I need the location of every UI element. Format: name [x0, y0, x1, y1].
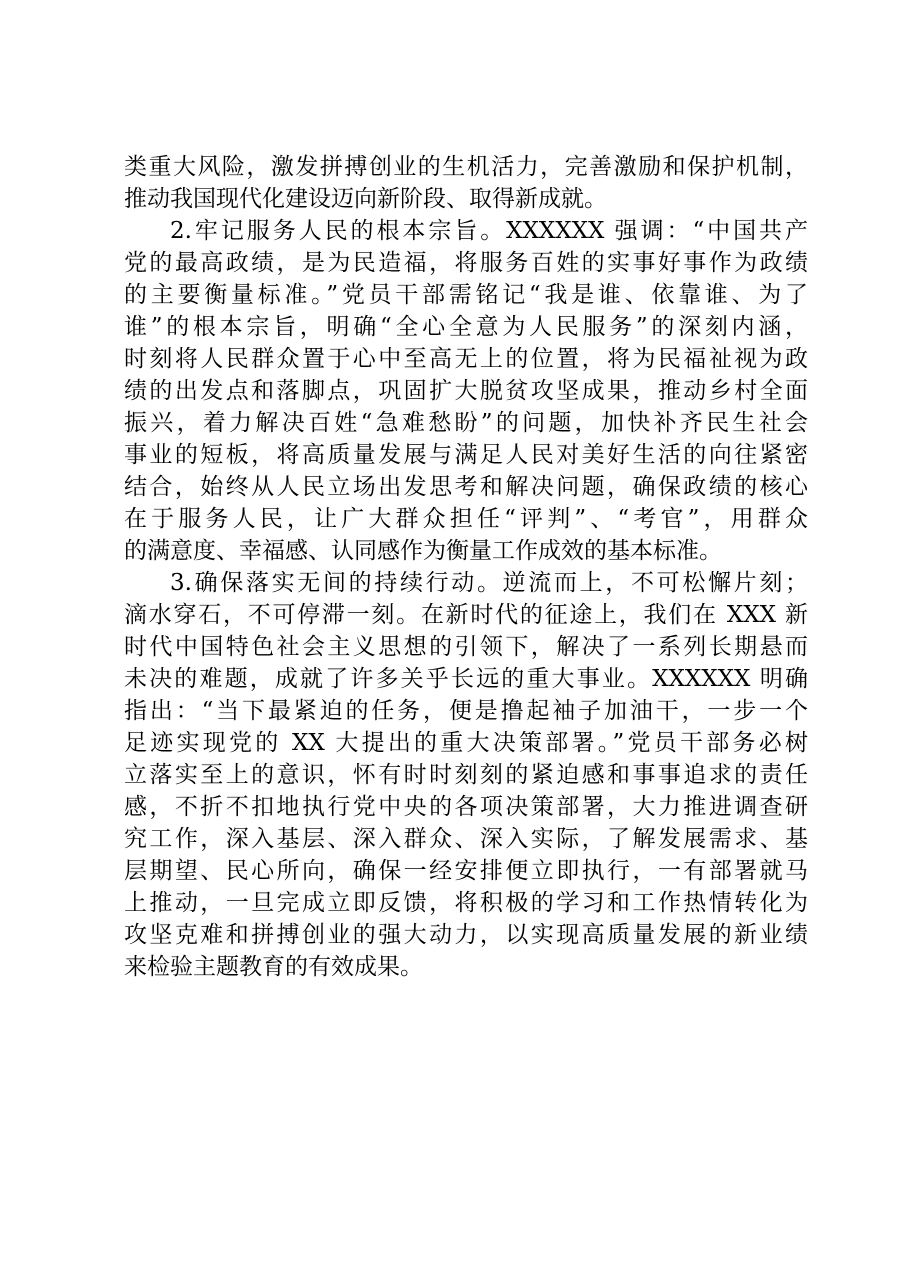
text-line: 在于服务人民，让广大群众担任“评判”、“考官”，用群众	[124, 506, 808, 532]
text-line: 立落实至上的意识，怀有时时刻刻的紧迫感和事事追求的责任	[124, 762, 808, 788]
text-line: 3.确保落实无间的持续行动。逆流而上，不可松懈片刻；	[170, 570, 808, 596]
text-line: 推动我国现代化建设迈向新阶段、取得新成就。	[124, 186, 607, 212]
text-line: 时刻将人民群众置于心中至高无上的位置，将为民福祉视为政	[124, 346, 808, 372]
text-line: 结合，始终从人民立场出发思考和解决问题，确保政绩的核心	[124, 474, 808, 500]
text-line: 绩的出发点和落脚点，巩固扩大脱贫攻坚成果，推动乡村全面	[124, 378, 808, 404]
text-line: 来检验主题教育的有效成果。	[124, 954, 423, 980]
text-line: 事业的短板，将高质量发展与满足人民对美好生活的向往紧密	[124, 442, 808, 468]
text-line: 究工作，深入基层、深入群众、深入实际，了解发展需求、基	[124, 826, 808, 852]
text-line: 党的最高政绩，是为民造福，将服务百姓的实事好事作为政绩	[124, 250, 808, 276]
text-line: 2.牢记服务人民的根本宗旨。XXXXXX 强调：“中国共产	[170, 218, 808, 244]
text-line: 上推动，一旦完成立即反馈，将积极的学习和工作热情转化为	[124, 890, 808, 916]
text-line: 足迹实现党的 XX 大提出的重大决策部署。”党员干部务必树	[124, 730, 808, 756]
text-line: 感，不折不扣地执行党中央的各项决策部署，大力推进调查研	[124, 794, 808, 820]
text-line: 滴水穿石，不可停滞一刻。在新时代的征途上，我们在 XXX 新	[124, 602, 808, 628]
text-line: 的主要衡量标准。”党员干部需铭记“我是谁、依靠谁、为了	[124, 282, 808, 308]
text-line: 类重大风险，激发拼搏创业的生机活力，完善激励和保护机制，	[124, 154, 808, 180]
text-line: 谁”的根本宗旨，明确“全心全意为人民服务”的深刻内涵，	[124, 314, 808, 340]
text-line: 指出：“当下最紧迫的任务，便是撸起袖子加油干，一步一个	[124, 698, 808, 724]
text-line: 攻坚克难和拼搏创业的强大动力，以实现高质量发展的新业绩	[124, 922, 808, 948]
text-line: 的满意度、幸福感、认同感作为衡量工作成效的基本标准。	[124, 538, 722, 564]
text-line: 未决的难题，成就了许多关乎长远的重大事业。XXXXXX 明确	[124, 666, 808, 692]
text-line: 振兴，着力解决百姓“急难愁盼”的问题，加快补齐民生社会	[124, 410, 808, 436]
text-line: 层期望、民心所向，确保一经安排便立即执行，一有部署就马	[124, 858, 808, 884]
body-text	[124, 151, 808, 983]
text-line: 时代中国特色社会主义思想的引领下，解决了一系列长期悬而	[124, 634, 808, 660]
